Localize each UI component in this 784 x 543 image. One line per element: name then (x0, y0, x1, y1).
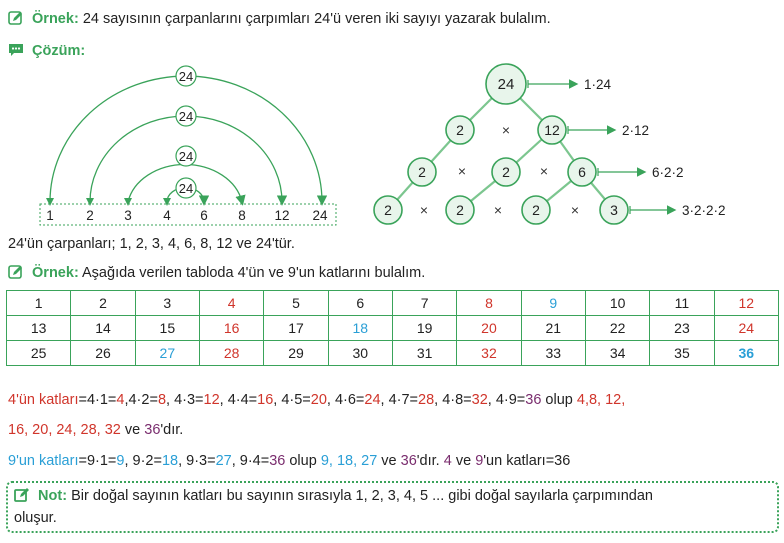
table-cell: 10 (585, 291, 649, 316)
table-cell: 4 (199, 291, 263, 316)
text-segment: =9·1= (78, 453, 117, 469)
factors-line: 24'ün çarpanları; 1, 2, 3, 4, 6, 8, 12 ve 24'tür. (8, 236, 295, 252)
text-segment: 24 (364, 392, 381, 408)
svg-text:2: 2 (456, 202, 464, 218)
text-segment: 32 (471, 392, 488, 408)
times-sign: × (457, 163, 467, 179)
table-cell: 8 (457, 291, 521, 316)
table-cell: 26 (71, 341, 135, 366)
table-cell: 3 (135, 291, 199, 316)
text-segment: 4 (116, 392, 125, 408)
table-cell: 12 (714, 291, 778, 316)
tree-node (446, 116, 474, 144)
table-cell: 17 (264, 316, 328, 341)
table-cell: 28 (199, 341, 263, 366)
tree-result: 2·12 (622, 123, 650, 138)
text-segment: 9 (475, 453, 484, 469)
tree-node (600, 196, 628, 224)
table-cell: 16 (199, 316, 263, 341)
times-sign: × (501, 122, 511, 138)
text-segment: olup (541, 392, 577, 408)
table-cell: 35 (650, 341, 714, 366)
table-cell: 9 (521, 291, 585, 316)
text-segment: ve (451, 453, 476, 469)
text-segment: 4,8, 12, (576, 392, 626, 408)
table-cell: 19 (392, 316, 456, 341)
multiples9-line (8, 453, 570, 469)
arc-number: 1 (46, 208, 54, 223)
table-cell: 5 (264, 291, 328, 316)
solution-label: Çözüm: (32, 43, 86, 59)
text-segment: 36 (400, 453, 417, 469)
text-segment: 'un katları (483, 453, 546, 469)
arc-number: 2 (86, 208, 94, 223)
text-segment: ,4·2= (124, 392, 158, 408)
table-cell: 20 (457, 316, 521, 341)
svg-text:2: 2 (456, 122, 464, 138)
text-segment: 36 (525, 392, 542, 408)
text-segment: , 4·9= (487, 392, 526, 408)
note-label: Not: (38, 488, 68, 504)
times-sign: × (493, 202, 503, 218)
tree-node (486, 64, 526, 104)
svg-text:24: 24 (178, 149, 194, 164)
example1-label: Örnek: (32, 11, 79, 27)
arc-number: 6 (200, 208, 208, 223)
svg-text:24: 24 (497, 76, 515, 93)
table-cell: 14 (71, 316, 135, 341)
table-cell: 27 (135, 341, 199, 366)
text-segment: 28 (418, 392, 435, 408)
table-cell: 7 (392, 291, 456, 316)
example1-line (8, 10, 551, 27)
text-segment: 20 (310, 392, 327, 408)
note-text1: Bir doğal sayının katları bu sayının sırasıyla 1, 2, 3, 4, 5 ... gibi doğal sayılarla çarpımından (71, 488, 653, 504)
tree-node (492, 158, 520, 186)
pencil-note-icon (8, 264, 24, 280)
text-segment: 27 (215, 453, 232, 469)
arc-number: 8 (238, 208, 246, 223)
text-segment: 36 (144, 422, 161, 438)
table-cell: 36 (714, 341, 778, 366)
times-sign: × (539, 163, 549, 179)
times-sign: × (419, 202, 429, 218)
text-segment: olup (285, 453, 321, 469)
table-row (7, 341, 779, 366)
table-cell: 29 (264, 341, 328, 366)
text-segment: 36 (269, 453, 286, 469)
text-segment: 9'un katları (8, 453, 79, 469)
arc-number: 4 (163, 208, 171, 223)
arc-number: 24 (312, 208, 328, 223)
edit-note-icon (14, 487, 30, 503)
numbers-dotted-box (40, 204, 336, 225)
table-cell: 24 (714, 316, 778, 341)
tree-node (568, 158, 596, 186)
arc-center-circle (176, 146, 196, 166)
text-segment: ve (377, 453, 401, 469)
svg-text:2: 2 (532, 202, 540, 218)
table-row (7, 291, 779, 316)
text-segment: 'dır. (416, 453, 444, 469)
table-cell: 32 (457, 341, 521, 366)
text-segment: 18 (161, 453, 179, 469)
svg-text:12: 12 (544, 122, 560, 138)
text-segment: 4 (443, 453, 452, 469)
speech-bubble-icon (8, 42, 24, 58)
table-cell: 1 (7, 291, 71, 316)
example2-text: Aşağıda verilen tabloda 4'ün ve 9'un katlarını bulalım. (82, 265, 426, 281)
example2-line (8, 264, 425, 281)
note-line1 (14, 487, 653, 504)
svg-text:2: 2 (384, 202, 392, 218)
tree-node (408, 158, 436, 186)
text-segment: , 4·3= (166, 392, 204, 408)
table-cell: 13 (7, 316, 71, 341)
arc-number: 3 (124, 208, 132, 223)
text-segment: , 9·2= (124, 453, 162, 469)
multiples4-line1 (8, 392, 625, 408)
text-segment: 9 (116, 453, 125, 469)
solution-line (8, 42, 85, 59)
table-cell: 21 (521, 316, 585, 341)
table-cell: 2 (71, 291, 135, 316)
table-cell: 6 (328, 291, 392, 316)
text-segment: ve (120, 422, 145, 438)
table-cell: 33 (521, 341, 585, 366)
text-segment: 8 (157, 392, 167, 408)
tree-result: 1·24 (584, 77, 612, 92)
table-cell: 15 (135, 316, 199, 341)
text-segment: 'dır. (160, 422, 184, 438)
text-segment: 16 (257, 392, 274, 408)
text-segment: , 9·4= (231, 453, 270, 469)
table-row (7, 316, 779, 341)
table-cell: 30 (328, 341, 392, 366)
svg-text:3: 3 (610, 202, 618, 218)
svg-text:6: 6 (578, 164, 586, 180)
text-segment: , 9·3= (178, 453, 216, 469)
multiples4-line2 (8, 422, 183, 438)
tree-result: 6·2·2 (652, 165, 684, 180)
text-segment: 9, 18, 27 (320, 453, 378, 469)
text-segment: =4·1= (78, 392, 117, 408)
tree-result: 3·2·2·2 (682, 203, 726, 218)
arc-center-circle (176, 106, 196, 126)
table-cell: 31 (392, 341, 456, 366)
number-table (6, 290, 779, 366)
tree-node (522, 196, 550, 224)
text-segment: 12 (203, 392, 220, 408)
example2-label: Örnek: (32, 265, 79, 281)
table-cell: 22 (585, 316, 649, 341)
arc-center-circle (176, 66, 196, 86)
table-cell: 25 (7, 341, 71, 366)
text-segment: 4'ün katları (8, 392, 79, 408)
text-segment: , 4·7= (380, 392, 418, 408)
svg-text:24: 24 (178, 181, 194, 196)
text-segment: =36 (545, 453, 571, 469)
arc-diagram (30, 62, 350, 230)
text-segment: , 4·5= (273, 392, 311, 408)
times-sign: × (570, 202, 580, 218)
svg-text:2: 2 (418, 164, 426, 180)
text-segment: , 4·4= (219, 392, 258, 408)
tree-node (446, 196, 474, 224)
note-line2: oluşur. (14, 510, 57, 526)
tree-node (374, 196, 402, 224)
svg-text:2: 2 (502, 164, 510, 180)
text-segment: , 4·6= (326, 392, 365, 408)
table-cell: 34 (585, 341, 649, 366)
table-cell: 11 (650, 291, 714, 316)
arc-center-circle (176, 178, 196, 198)
arc-number: 12 (274, 208, 290, 223)
tree-node (538, 116, 566, 144)
example1-text: 24 sayısının çarpanlarını çarpımları 24'ü veren iki sayıyı yazarak bulalım. (82, 11, 551, 27)
svg-text:24: 24 (178, 69, 194, 84)
factor-tree (370, 62, 784, 230)
pencil-note-icon (8, 10, 24, 26)
svg-text:24: 24 (178, 109, 194, 124)
table-cell: 18 (328, 316, 392, 341)
table-cell: 23 (650, 316, 714, 341)
text-segment: , 4·8= (434, 392, 472, 408)
text-segment: 16, 20, 24, 28, 32 (8, 422, 121, 438)
